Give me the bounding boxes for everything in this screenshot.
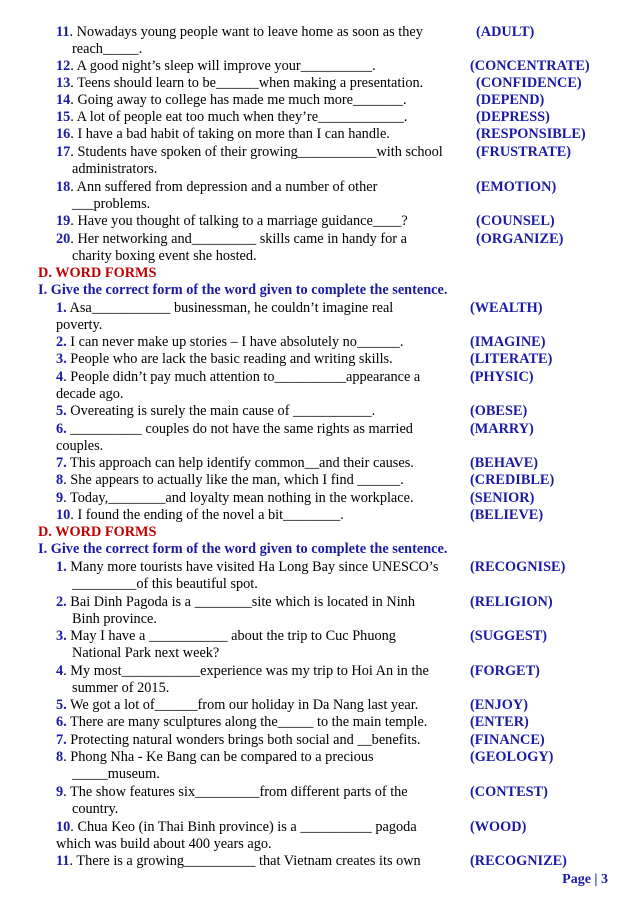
item-text: 9. Today,________and loyalty mean nothing in the workplace. <box>56 490 414 506</box>
item-text: 10. Chua Keo (in Thai Binh province) is a __________ pagoda <box>56 819 417 835</box>
item-text: 16. I have a bad habit of taking on more than I can handle. <box>56 126 390 142</box>
answer-hint: (ENTER) <box>470 714 529 730</box>
answer-hint: (BELIEVE) <box>470 507 544 523</box>
item-text-cont: ___problems. <box>72 196 151 212</box>
item-text: 15. A lot of people eat too much when they’re____________. <box>56 109 408 125</box>
answer-hint: (DEPEND) <box>476 92 545 108</box>
item-text-cont: couples. <box>56 438 104 454</box>
item-text-cont: administrators. <box>72 161 158 177</box>
item-text-cont: charity boxing event she hosted. <box>72 248 257 264</box>
section-title: D. WORD FORMS <box>38 265 157 281</box>
item-text-cont: _____museum. <box>72 766 160 782</box>
item-text: 17. Students have spoken of their growing___________with school <box>56 144 443 160</box>
answer-hint: (SUGGEST) <box>470 628 548 644</box>
item-text: 3. People who are lack the basic reading and writing skills. <box>56 351 393 367</box>
item-text: 20. Her networking and_________ skills came in handy for a <box>56 231 407 247</box>
section-instruction: I. Give the correct form of the word given to complete the sentence. <box>38 282 448 298</box>
answer-hint: (ADULT) <box>476 24 535 40</box>
item-text-cont: country. <box>72 801 119 817</box>
item-text-cont: National Park next week? <box>72 645 220 661</box>
item-text: 5. Overeating is surely the main cause of ___________. <box>56 403 376 419</box>
item-text-cont: summer of 2015. <box>72 680 170 696</box>
section-instruction: I. Give the correct form of the word given to complete the sentence. <box>38 541 448 557</box>
item-text: 5. We got a lot of______from our holiday in Da Nang last year. <box>56 697 419 713</box>
item-text: 19. Have you thought of talking to a marriage guidance____? <box>56 213 408 229</box>
answer-hint: (WOOD) <box>470 819 527 835</box>
item-text: 18. Ann suffered from depression and a number of other <box>56 179 378 195</box>
item-text: 9. The show features six_________from different parts of the <box>56 784 408 800</box>
item-text: 6. __________ couples do not have the same rights as married <box>56 421 413 437</box>
answer-hint: (GEOLOGY) <box>470 749 554 765</box>
answer-hint: (PHYSIC) <box>470 369 534 385</box>
item-text: 10. I found the ending of the novel a bit________. <box>56 507 344 523</box>
item-text: 11. Nowadays young people want to leave home as soon as they <box>56 24 423 40</box>
answer-hint: (CONCENTRATE) <box>470 58 590 74</box>
item-text-cont: reach_____. <box>72 41 143 57</box>
answer-hint: (DEPRESS) <box>476 109 550 125</box>
answer-hint: (RELIGION) <box>470 594 553 610</box>
answer-hint: (RECOGNISE) <box>470 559 566 575</box>
item-text-cont: Binh province. <box>72 611 157 627</box>
item-text-cont: _________of this beautiful spot. <box>72 576 258 592</box>
answer-hint: (LITERATE) <box>470 351 553 367</box>
item-text-cont: poverty. <box>56 317 103 333</box>
answer-hint: (CREDIBLE) <box>470 472 555 488</box>
answer-hint: (RESPONSIBLE) <box>476 126 586 142</box>
item-text-cont: decade ago. <box>56 386 124 402</box>
item-text: 3. May I have a ___________ about the trip to Cuc Phuong <box>56 628 396 644</box>
answer-hint: (ORGANIZE) <box>476 231 564 247</box>
answer-hint: (IMAGINE) <box>470 334 546 350</box>
item-text: 4. People didn’t pay much attention to__________appearance a <box>56 369 421 385</box>
item-text: 2. Bai Dinh Pagoda is a ________site which is located in Ninh <box>56 594 415 610</box>
item-text: 6. There are many sculptures along the_____ to the main temple. <box>56 714 428 730</box>
answer-hint: (WEALTH) <box>470 300 543 316</box>
item-text: 14. Going away to college has made me much more_______. <box>56 92 407 108</box>
item-text: 7. This approach can help identify common__and their causes. <box>56 455 414 471</box>
item-text: 13. Teens should learn to be______when making a presentation. <box>56 75 424 91</box>
answer-hint: (FRUSTRATE) <box>476 144 572 160</box>
answer-hint: (CONFIDENCE) <box>476 75 582 91</box>
item-text: 11. There is a growing__________ that Vietnam creates its own <box>56 853 421 869</box>
answer-hint: (BEHAVE) <box>470 455 539 471</box>
answer-hint: (CONTEST) <box>470 784 548 800</box>
page-number: Page | 3 <box>562 872 608 887</box>
item-text: 12. A good night’s sleep will improve your__________. <box>56 58 376 74</box>
section-title: D. WORD FORMS <box>38 524 157 540</box>
item-text: 4. My most___________experience was my trip to Hoi An in the <box>56 663 429 679</box>
item-text: 7. Protecting natural wonders brings both social and __benefits. <box>56 732 421 748</box>
answer-hint: (EMOTION) <box>476 179 557 195</box>
answer-hint: (COUNSEL) <box>476 213 555 229</box>
answer-hint: (MARRY) <box>470 421 534 437</box>
item-text: 1. Many more tourists have visited Ha Long Bay since UNESCO’s <box>56 559 439 575</box>
answer-hint: (FINANCE) <box>470 732 545 748</box>
answer-hint: (RECOGNIZE) <box>470 853 567 869</box>
answer-hint: (SENIOR) <box>470 490 535 506</box>
answer-hint: (FORGET) <box>470 663 540 679</box>
item-text: 8. Phong Nha - Ke Bang can be compared to a precious <box>56 749 374 765</box>
answer-hint: (OBESE) <box>470 403 528 419</box>
item-text: 8. She appears to actually like the man, which I find ______. <box>56 472 404 488</box>
item-text: 2. I can never make up stories – I have absolutely no______. <box>56 334 404 350</box>
answer-hint: (ENJOY) <box>470 697 528 713</box>
item-text: 1. Asa___________ businessman, he couldn’t imagine real <box>56 300 394 316</box>
item-text-cont: which was build about 400 years ago. <box>56 836 272 852</box>
